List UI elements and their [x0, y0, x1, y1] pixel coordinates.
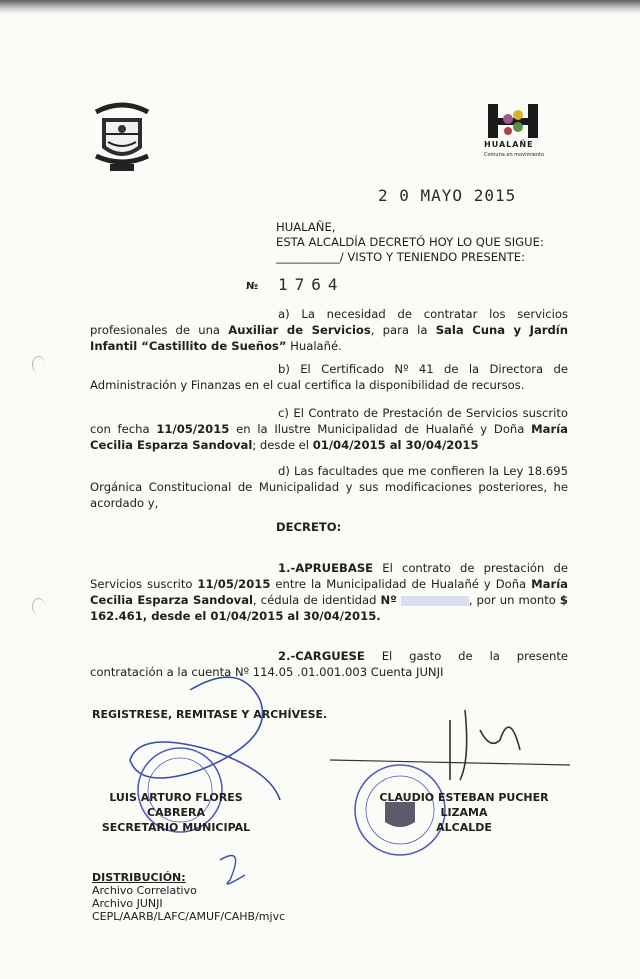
punch-hole-mark [32, 356, 45, 373]
visto-d: d) Las facultades que me confieren la Ley 18.695 Orgánica Constitucional de Municipalidad y sus modificaciones posteriores, he acordado y, [90, 464, 568, 510]
secretary-name: LUIS ARTURO FLORES CABRERA [109, 791, 243, 819]
header-decree-line: ESTA ALCALDÍA DECRETÓ HOY LO QUE SIGUE: [276, 235, 544, 249]
scan-edge [0, 0, 640, 14]
redacted-id [401, 596, 469, 606]
right-signature-scribble [450, 710, 520, 780]
secretary-title: SECRETARIO MUNICIPAL [101, 821, 251, 834]
left-signature-scribble [130, 677, 280, 800]
mayor-signature-block [364, 790, 564, 835]
distribution-item: Archivo JUNJI [92, 897, 163, 910]
header-city: HUALAÑE, [276, 220, 336, 234]
decree-number: 1764 [278, 275, 345, 294]
hualane-logo-text: HUALAÑE [484, 140, 534, 149]
distribution-title: DISTRIBUCIÓN: [92, 871, 186, 884]
number-sign-icon: № [246, 281, 259, 292]
distribution-item: CEPL/AARB/LAFC/AMUF/CAHB/mjvc [92, 910, 286, 923]
punch-hole-mark [32, 598, 45, 615]
date-stamp: 2 0 MAYO 2015 [378, 186, 517, 205]
secretary-signature-block [86, 790, 266, 835]
visto-a: a) La necesidad de contratar los servicios profesionales de una Auxiliar de Servicios, para la Sala Cuna y Jardín Infantil “Castillito de Sueños” Hualañé. [90, 307, 569, 353]
closing-line: REGISTRESE, REMITASE Y ARCHÍVESE. [92, 708, 328, 721]
resolution-1: 1.-APRUEBASE El contrato de prestación de Servicios suscrito 11/05/2015 entre la Municipalidad de Hualañé y Doña María Cecilia Esparza Sandoval, cédula de identidad Nº , por un monto $ 162.461, desde el 01/04/2015 al 30/04/2015. [90, 561, 569, 623]
municipal-coat-of-arms-logo [92, 98, 152, 176]
visto-c: c) El Contrato de Prestación de Servicios suscrito con fecha 11/05/2015 en la Ilustre Municipalidad de Hualañé y Doña María Cecilia Esparza Sandoval; desde el 01/04/2015 al 30/04/2015 [90, 406, 568, 452]
mayor-title: ALCALDE [436, 821, 492, 834]
signatures-and-stamps [70, 670, 590, 890]
hualane-logo-slogan: Comuna en movimiento [484, 152, 545, 158]
distribution-block [92, 871, 285, 923]
decreto-title: DECRETO: [276, 520, 342, 534]
visto-b: b) El Certificado Nº 41 de la Directora de Administración y Finanzas en el cual certifica la disponibilidad de recursos. [90, 362, 568, 392]
resolution-2: 2.-CARGUESE El gasto de la presente contratación a la cuenta Nº 114.05 .01.001.003 Cuenta JUNJI [90, 649, 568, 679]
header-visto-line: ___________/ VISTO Y TENIENDO PRESENTE: [276, 250, 526, 264]
distribution-item: Archivo Correlativo [92, 884, 197, 897]
mayor-name: CLAUDIO ESTEBAN PUCHER LIZAMA [379, 791, 549, 819]
